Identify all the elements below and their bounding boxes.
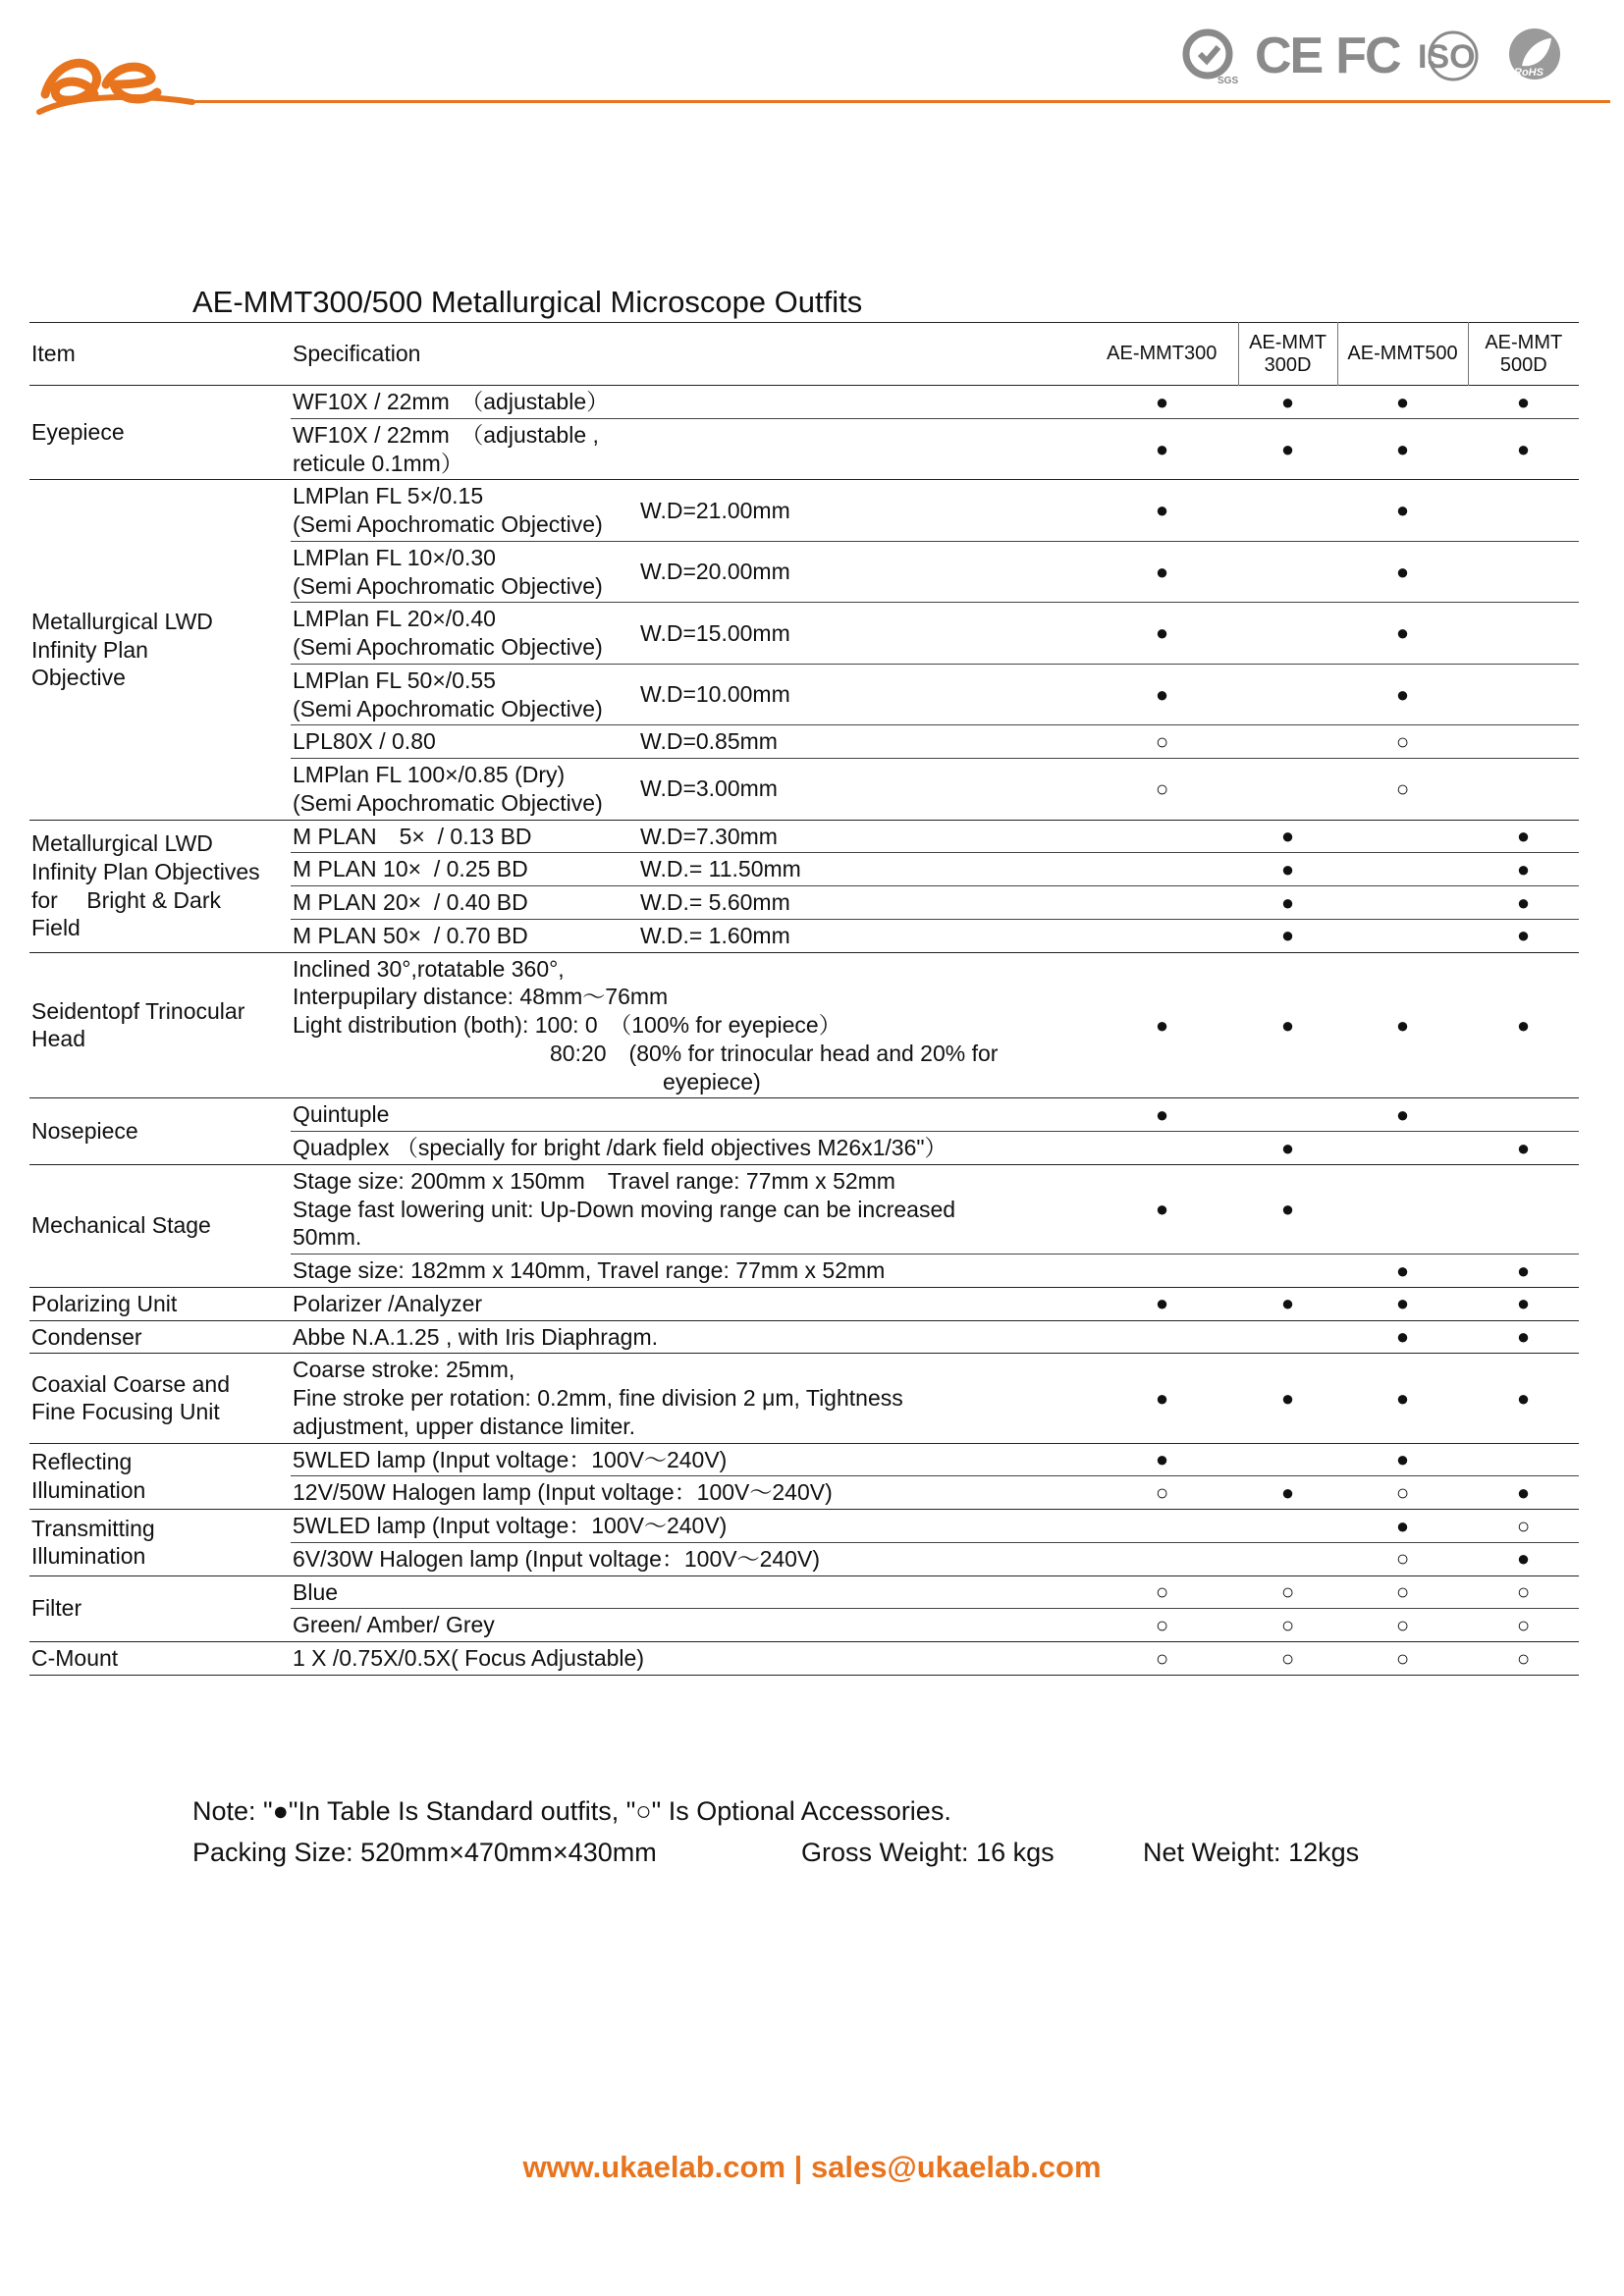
col-item-header: Item [31, 341, 76, 367]
page-title: AE-MMT300/500 Metallurgical Microscope Outfits [192, 285, 863, 319]
working-distance: W.D=20.00mm [640, 559, 790, 585]
spec-text: LMPlan FL 50×/0.55 (Semi Apochromatic Objective) [293, 667, 603, 721]
working-distance: W.D=10.00mm [640, 681, 790, 708]
availability-mark: ● [1516, 1479, 1531, 1505]
item-name: Metallurgical LWD Infinity Plan Objective [29, 480, 291, 820]
availability-mark: ● [1516, 1385, 1531, 1411]
spec-text: Blue [293, 1578, 339, 1605]
availability-mark: ○ [1280, 1579, 1295, 1605]
availability-mark: ● [1280, 1479, 1295, 1505]
availability-mark [1468, 725, 1579, 759]
availability-mark: ○ [1395, 1645, 1410, 1671]
certification-logos [1178, 22, 1600, 90]
availability-mark: ● [1516, 856, 1531, 881]
availability-mark [1086, 1255, 1238, 1288]
spec-text: WF10X / 22mm （adjustable , reticule 0.1mm） [293, 421, 606, 476]
item-name: Seidentopf Trinocular Head [29, 952, 291, 1098]
availability-mark: ● [1395, 1385, 1410, 1411]
working-distance [638, 418, 1086, 480]
ce-logo-icon: CE [1255, 27, 1323, 84]
availability-mark [1468, 1443, 1579, 1476]
availability-mark: ● [1516, 1135, 1531, 1160]
availability-mark: ○ [1395, 728, 1410, 754]
page-header [0, 0, 1624, 128]
item-name: Transmitting Illumination [29, 1510, 291, 1576]
availability-mark: ○ [1516, 1513, 1531, 1538]
spec-text: LPL80X / 0.80 [293, 728, 436, 755]
availability-mark [1337, 820, 1468, 853]
availability-mark: ● [1395, 1324, 1410, 1350]
working-distance: W.D.= 5.60mm [640, 889, 790, 915]
availability-mark [1238, 1443, 1337, 1476]
spec-text: 5WLED lamp (Input voltage：100V～240V) [293, 1513, 728, 1538]
table-row [29, 1164, 1579, 1254]
availability-mark [1086, 1542, 1238, 1575]
spec-text: LMPlan FL 10×/0.30 (Semi Apochromatic Objective) [293, 544, 603, 599]
availability-mark: ● [1516, 824, 1531, 849]
working-distance: W.D=0.85mm [640, 728, 778, 755]
availability-mark: ○ [1395, 1612, 1410, 1637]
availability-mark: ● [1280, 1012, 1295, 1038]
availability-mark [1086, 886, 1238, 920]
availability-mark [1238, 603, 1337, 665]
availability-mark [1238, 759, 1337, 821]
spec-text: M PLAN 20× / 0.40 BD [293, 889, 528, 915]
item-name: Reflecting Illumination [29, 1443, 291, 1510]
availability-mark [1238, 1542, 1337, 1575]
table-row [29, 952, 1579, 1098]
availability-mark: ● [1395, 1012, 1410, 1038]
item-name: C-Mount [29, 1642, 291, 1676]
iso-logo-icon [1414, 27, 1490, 85]
availability-mark: ● [1280, 856, 1295, 881]
availability-mark: ● [1280, 389, 1295, 414]
item-name: Polarizing Unit [29, 1287, 291, 1320]
availability-mark: ● [1280, 1385, 1295, 1411]
availability-mark [1238, 480, 1337, 542]
availability-mark: ● [1155, 1385, 1169, 1411]
availability-mark: ● [1516, 436, 1531, 461]
availability-mark: ● [1155, 389, 1169, 414]
availability-mark [1238, 1510, 1337, 1543]
spec-text: Coarse stroke: 25mm, Fine stroke per rotation: 0.2mm, fine division 2 μm, Tightness adjustment, upper distance limiter. [293, 1357, 903, 1439]
availability-mark: ○ [1155, 1645, 1169, 1671]
table-header-row [29, 323, 1579, 386]
availability-mark [1086, 820, 1238, 853]
spec-text: 6V/30W Halogen lamp (Input voltage：100V～240V) [293, 1545, 820, 1572]
availability-mark: ● [1516, 923, 1531, 948]
working-distance: W.D=7.30mm [640, 823, 778, 849]
net-weight: Net Weight: 12kgs [1143, 1838, 1360, 1867]
availability-mark: ○ [1155, 1579, 1169, 1605]
availability-mark: ● [1395, 1257, 1410, 1283]
availability-mark: ● [1280, 436, 1295, 461]
availability-mark [1238, 664, 1337, 725]
availability-mark: ● [1155, 1197, 1169, 1222]
rohs-logo-icon [1504, 27, 1565, 85]
working-distance [638, 386, 1086, 419]
availability-mark: ● [1155, 498, 1169, 523]
table-row [29, 1354, 1579, 1443]
table-row [29, 1642, 1579, 1676]
spec-text: Green/ Amber/ Grey [293, 1612, 495, 1638]
availability-mark: ● [1155, 436, 1169, 461]
table-row [29, 1443, 1579, 1476]
item-name: Coaxial Coarse and Fine Focusing Unit [29, 1354, 291, 1443]
availability-mark: ● [1395, 436, 1410, 461]
availability-mark [1086, 919, 1238, 952]
working-distance: W.D=15.00mm [640, 619, 790, 646]
availability-mark: ● [1516, 389, 1531, 414]
spec-text: Stage size: 200mm x 150mm Travel range: 77mm x 52mm Stage fast lowering unit: Up-Down moving range can be increased 50mm. [293, 1167, 956, 1251]
spec-text: 12V/50W Halogen lamp (Input voltage：100V～240V) [293, 1479, 833, 1506]
availability-mark: ● [1516, 1324, 1531, 1350]
availability-mark: ● [1516, 889, 1531, 915]
availability-mark: ● [1155, 620, 1169, 646]
working-distance: W.D.= 11.50mm [640, 856, 801, 882]
availability-mark: ○ [1395, 1546, 1410, 1572]
availability-mark: ● [1516, 1546, 1531, 1572]
col-mmt300d-header: AE-MMT 300D [1238, 323, 1337, 386]
sgs-label: SGS [1218, 76, 1239, 85]
availability-mark: ○ [1155, 1479, 1169, 1505]
spec-text: Stage size: 182mm x 140mm, Travel range: 77mm x 52mm [293, 1257, 886, 1283]
availability-mark [1468, 541, 1579, 603]
spec-text: LMPlan FL 5×/0.15 (Semi Apochromatic Objective) [293, 483, 603, 537]
availability-mark: ○ [1516, 1579, 1531, 1605]
item-name: Metallurgical LWD Infinity Plan Objectives for Bright & Dark Field [29, 820, 291, 952]
availability-mark: ○ [1516, 1612, 1531, 1637]
availability-mark: ○ [1155, 1612, 1169, 1637]
availability-mark [1468, 1164, 1579, 1254]
iso-label: ISO [1417, 38, 1476, 76]
availability-mark: ● [1395, 1513, 1410, 1538]
packing-size: Packing Size: 520mm×470mm×430mm [192, 1838, 657, 1867]
availability-mark [1468, 603, 1579, 665]
spec-text: Abbe N.A.1.25 , with Iris Diaphragm. [293, 1323, 658, 1350]
availability-mark [1238, 541, 1337, 603]
table-row [29, 386, 1579, 419]
spec-text: LMPlan FL 20×/0.40 (Semi Apochromatic Objective) [293, 606, 603, 660]
note-legend: Note: "●"In Table Is Standard outfits, "○" Is Optional Accessories. [192, 1796, 951, 1826]
availability-mark: ● [1280, 923, 1295, 948]
availability-mark [1337, 1132, 1468, 1165]
availability-mark: ○ [1516, 1645, 1531, 1671]
spec-text: WF10X / 22mm （adjustable） [293, 389, 610, 414]
availability-mark: ● [1155, 1101, 1169, 1127]
availability-mark: ○ [1395, 1579, 1410, 1605]
spec-text: 1 X /0.75X/0.5X( Focus Adjustable) [293, 1645, 644, 1671]
availability-mark: ● [1516, 1257, 1531, 1283]
availability-mark [1086, 1320, 1238, 1354]
availability-mark: ● [1155, 559, 1169, 584]
availability-mark: ● [1395, 681, 1410, 707]
col-mmt300-header: AE-MMT300 [1107, 343, 1218, 364]
availability-mark [1468, 759, 1579, 821]
rohs-label: RoHS [1513, 67, 1543, 79]
availability-mark: ○ [1280, 1645, 1295, 1671]
spec-text: M PLAN 5× / 0.13 BD [293, 823, 532, 849]
availability-mark: ● [1155, 681, 1169, 707]
spec-text: Polarizer /Analyzer [293, 1290, 483, 1316]
availability-mark: ● [1155, 1447, 1169, 1472]
availability-mark [1468, 664, 1579, 725]
availability-mark: ● [1516, 1012, 1531, 1038]
availability-mark: ● [1395, 620, 1410, 646]
item-name: Eyepiece [29, 386, 291, 480]
spec-text: 5WLED lamp (Input voltage：100V～240V) [293, 1446, 728, 1472]
availability-mark [1086, 1510, 1238, 1543]
availability-mark: ○ [1155, 776, 1169, 801]
spec-text: M PLAN 10× / 0.25 BD [293, 856, 528, 882]
availability-mark: ● [1280, 889, 1295, 915]
table-row [29, 820, 1579, 853]
availability-mark [1337, 1164, 1468, 1254]
availability-mark: ● [1516, 1291, 1531, 1316]
availability-mark [1337, 853, 1468, 886]
availability-mark: ● [1280, 1197, 1295, 1222]
col-mmt500d-header: AE-MMT 500D [1468, 323, 1579, 386]
working-distance: W.D=21.00mm [640, 497, 790, 523]
ae-logo-icon [35, 26, 202, 124]
table-row [29, 1098, 1579, 1132]
availability-mark [1086, 1132, 1238, 1165]
spec-text: LMPlan FL 100×/0.85 (Dry) (Semi Apochromatic Objective) [293, 762, 603, 816]
table-row [29, 1510, 1579, 1543]
sgs-logo-icon [1178, 27, 1241, 85]
availability-mark: ● [1395, 1101, 1410, 1127]
table-row [29, 1287, 1579, 1320]
availability-mark: ● [1280, 824, 1295, 849]
availability-mark [1238, 1098, 1337, 1132]
working-distance: W.D.= 1.60mm [640, 922, 790, 948]
footer-contact[interactable]: www.ukaelab.com | sales@ukaelab.com [522, 2150, 1102, 2184]
gross-weight: Gross Weight: 16 kgs [801, 1838, 1055, 1867]
availability-mark [1468, 480, 1579, 542]
availability-mark [1337, 886, 1468, 920]
availability-mark [1086, 853, 1238, 886]
availability-mark [1468, 1098, 1579, 1132]
fc-logo-icon: FC [1335, 27, 1400, 84]
availability-mark [1238, 1255, 1337, 1288]
item-name: Filter [29, 1575, 291, 1642]
availability-mark: ● [1395, 1447, 1410, 1472]
availability-mark: ● [1280, 1291, 1295, 1316]
item-name: Mechanical Stage [29, 1164, 291, 1287]
availability-mark: ● [1155, 1291, 1169, 1316]
availability-mark: ○ [1395, 1479, 1410, 1505]
availability-mark [1337, 919, 1468, 952]
col-mmt500-header: AE-MMT500 [1337, 323, 1468, 386]
availability-mark: ○ [1155, 728, 1169, 754]
table-row [29, 480, 1579, 542]
spec-text: Quintuple [293, 1101, 390, 1128]
availability-mark: ● [1395, 389, 1410, 414]
table-row [29, 1320, 1579, 1354]
availability-mark [1238, 1320, 1337, 1354]
availability-mark: ○ [1280, 1612, 1295, 1637]
header-divider [192, 100, 1610, 103]
spec-text: Quadplex （specially for bright /dark field objectives M26x1/36"） [293, 1135, 947, 1160]
availability-mark: ● [1395, 559, 1410, 584]
spec-text: M PLAN 50× / 0.70 BD [293, 922, 528, 948]
working-distance: W.D=3.00mm [640, 775, 778, 802]
spec-table [29, 322, 1579, 1676]
availability-mark [1238, 725, 1337, 759]
table-row [29, 1575, 1579, 1609]
availability-mark: ● [1395, 498, 1410, 523]
spec-text: Inclined 30°,rotatable 360°, Interpupilary distance: 48mm～76mm Light distribution (both): 100: 0 （100% for eyepiece） 80:20 (80% for trinocular head and 20% for eyepiece) [293, 955, 999, 1095]
item-name: Nosepiece [29, 1098, 291, 1165]
item-name: Condenser [29, 1320, 291, 1354]
availability-mark: ● [1395, 1291, 1410, 1316]
availability-mark: ○ [1395, 776, 1410, 801]
availability-mark: ● [1280, 1135, 1295, 1160]
table-body [29, 386, 1579, 1676]
col-spec-header: Specification [293, 341, 421, 367]
availability-mark: ● [1155, 1012, 1169, 1038]
